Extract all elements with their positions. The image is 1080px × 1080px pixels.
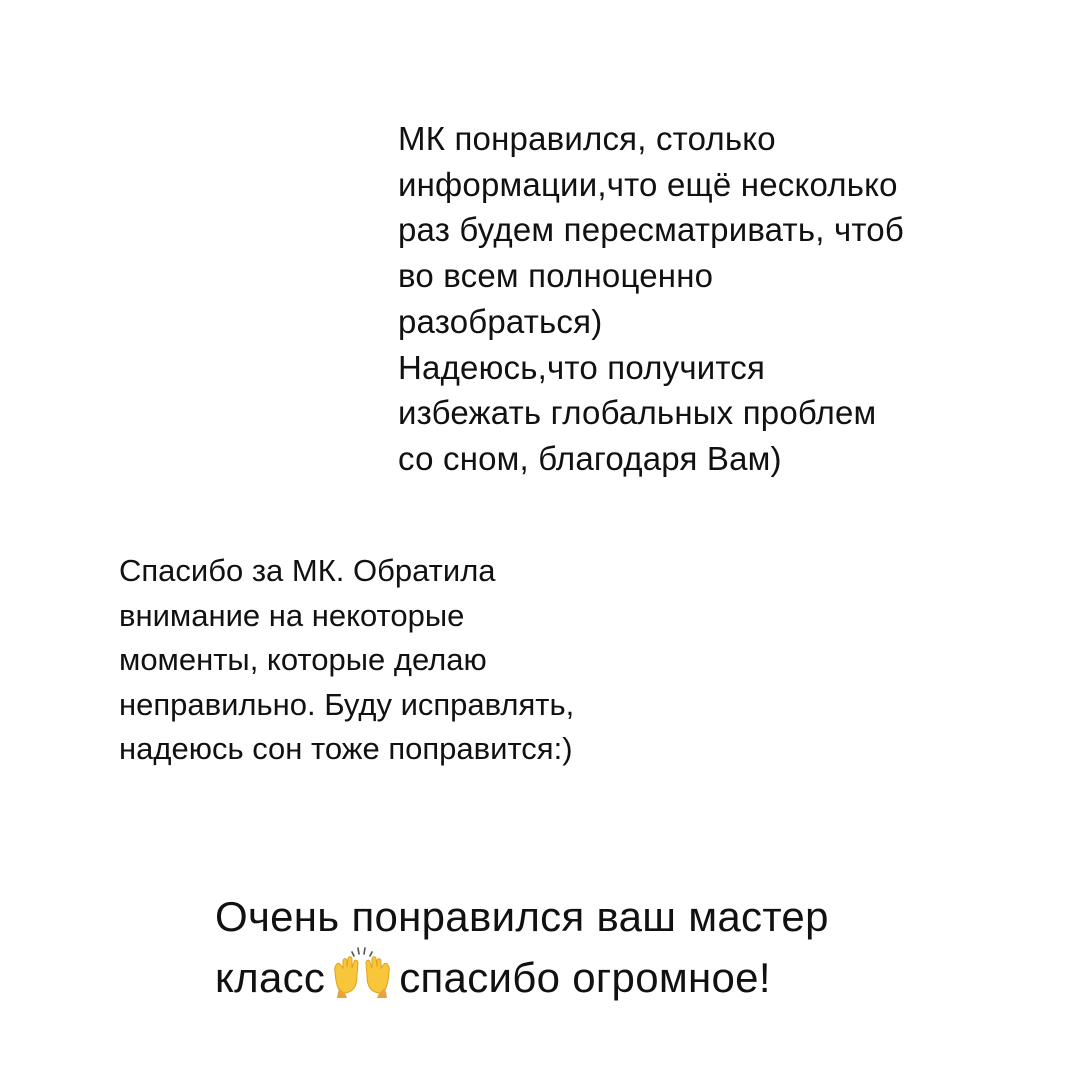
review-1-line: Надеюсь,что получится [398, 348, 766, 386]
review-1-line: во всем полноценно [398, 257, 714, 295]
review-2-line: Спасибо за МК. Обратила [119, 553, 496, 588]
review-2-line: моменты, которые делаю [119, 642, 487, 677]
review-3-words-after-emoji: спасибо огромное! [399, 954, 771, 1001]
review-1-line: избежать глобальных проблем [398, 394, 877, 432]
review-text-3 [215, 888, 829, 1007]
review-2-line: внимание на некоторые [119, 597, 465, 633]
review-1-line: со сном, благодаря Вам) [398, 439, 782, 477]
raising-hands-icon [331, 946, 393, 998]
review-text-1 [398, 116, 904, 482]
review-1-line: разобраться) [398, 302, 603, 340]
review-3-line-1: Очень понравился ваш мастер [215, 893, 829, 940]
review-1-line: раз будем пересматривать, чтоб [398, 211, 904, 249]
review-1-line: МК понравился, столько [398, 120, 776, 157]
review-3-line-2 [215, 946, 829, 1007]
review-2-line: неправильно. Буду исправлять, [119, 686, 575, 722]
review-2-line: надеюсь сон тоже поправится:) [119, 731, 573, 766]
review-1-line: информации,что ещё несколько [398, 165, 898, 203]
review-3-word-before-emoji: класс [215, 954, 326, 1001]
review-text-2 [119, 549, 574, 772]
